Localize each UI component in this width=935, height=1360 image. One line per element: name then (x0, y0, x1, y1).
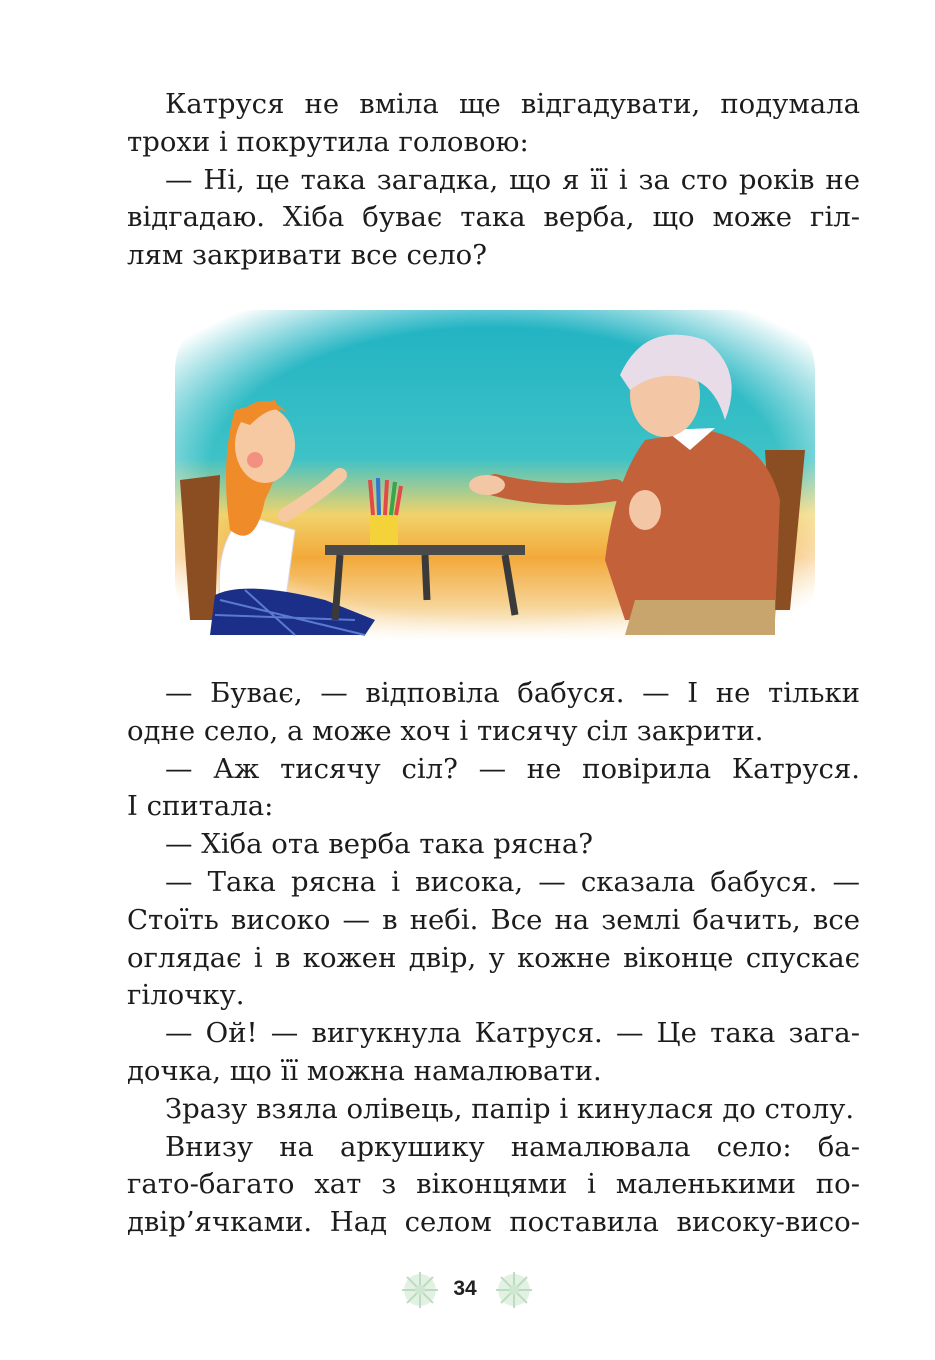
text-line: — Аж тисячу сіл? — не повірила Катруся. (165, 752, 860, 785)
text-line: трохи і покрутила головою: (127, 125, 529, 158)
text-line: І спитала: (127, 790, 274, 823)
text-line: — Ой! — вигукнула Катруся. — Це така зага- (165, 1017, 860, 1050)
text-line: Зразу взяла олівець, папір і кинулася до столу. (165, 1092, 855, 1125)
text-line: — Буває, — відповіла бабуся. — І не тільки (165, 677, 860, 709)
text-line: гілочку. (127, 979, 245, 1012)
text-line: відгадаю. Хіба буває така верба, що може гіл- (127, 201, 860, 234)
paragraph-top (127, 86, 860, 275)
page-number: 34 (453, 1277, 477, 1300)
text-line: Стоїть високо — в небі. Все на землі бачить, все (127, 903, 860, 936)
text-line: Внизу на аркушику намалювала село: ба- (165, 1130, 860, 1163)
illustration-girl-and-grandmother (175, 300, 815, 645)
snowflake-ornament-icon (402, 1272, 438, 1308)
text-line: — Така рясна і висока, — сказала бабуся. — (165, 865, 860, 898)
text-line: Катруся не вміла ще відгадувати, подумала (165, 88, 860, 120)
text-line: лям закривати все село? (127, 239, 487, 272)
text-line: — Хіба ота верба така рясна? (165, 828, 594, 861)
text-line: одне село, а може хоч і тисячу сіл закрити. (127, 714, 764, 747)
text-line: гато-багато хат з віконцями і маленькими по- (127, 1168, 860, 1201)
paragraph-bottom (127, 675, 860, 1242)
text-line: дочка, що її можна намалювати. (127, 1054, 602, 1087)
text-line: двір’ячками. Над селом поставила високу-висо- (127, 1206, 860, 1239)
text-line: — Ні, це така загадка, що я її і за сто років не (165, 163, 860, 196)
snowflake-ornament-icon (496, 1272, 532, 1308)
text-line: оглядає і в кожен двір, у кожне віконце спускає (127, 941, 860, 974)
